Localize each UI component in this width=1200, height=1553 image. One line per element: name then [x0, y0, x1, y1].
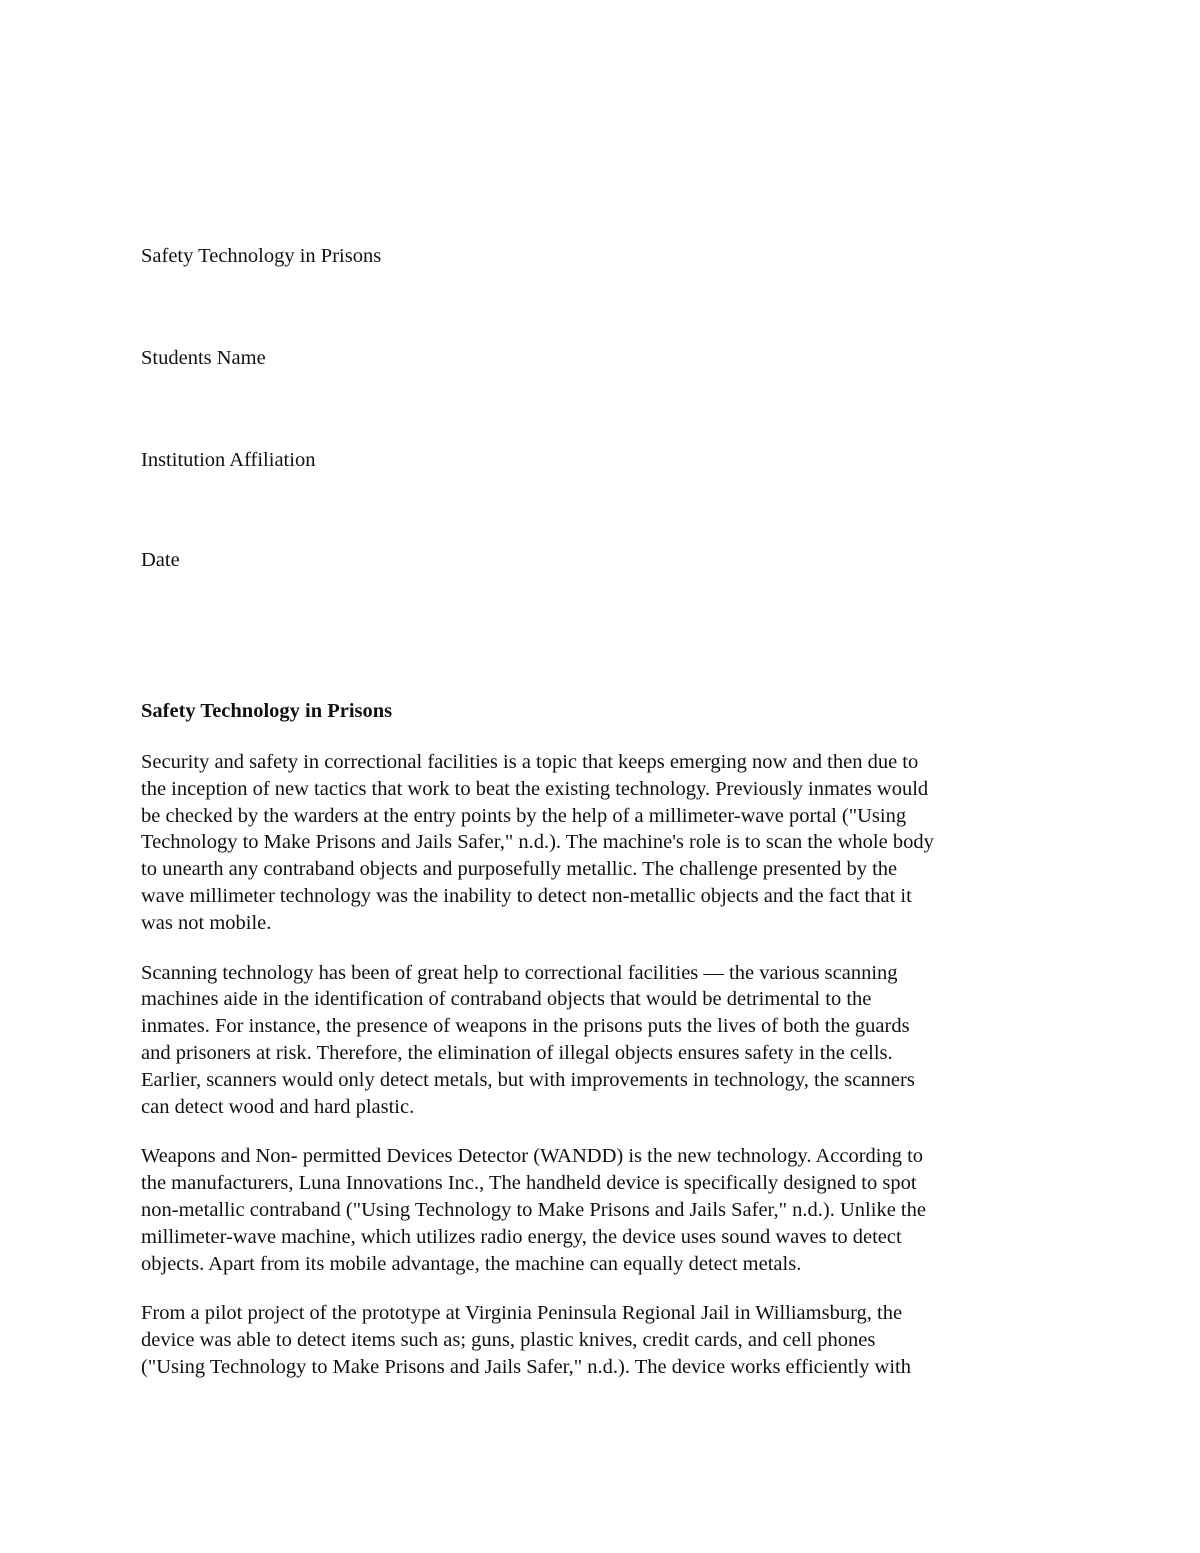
paragraph-line: millimeter-wave machine, which utilizes radio energy, the device uses sound waves to detect: [141, 1225, 902, 1248]
title-page-date: Date: [141, 549, 180, 571]
paragraph-line: Security and safety in correctional facilities is a topic that keeps emerging now and then due to: [141, 751, 919, 773]
paragraph-line: Weapons and Non- permitted Devices Detector (WANDD) is the new technology. According to: [141, 1145, 924, 1168]
title-page-title: Safety Technology in Prisons: [141, 245, 382, 267]
paragraph-line: the inception of new tactics that work to beat the existing technology. Previously inmates would: [141, 777, 929, 800]
paragraph-line: wave millimeter technology was the inability to detect non-metallic objects and the fact that it: [141, 884, 912, 907]
paragraph-line: Technology to Make Prisons and Jails Safer," n.d.). The machine's role is to scan the whole body: [141, 831, 934, 854]
paragraph-line: Scanning technology has been of great help to correctional facilities — the various scanning: [141, 961, 898, 984]
paragraph-line: be checked by the warders at the entry points by the help of a millimeter-wave portal ("Using: [141, 804, 907, 827]
paragraph-line: and prisoners at risk. Therefore, the elimination of illegal objects ensures safety in the cells.: [141, 1041, 893, 1064]
paragraph-line: inmates. For instance, the presence of weapons in the prisons puts the lives of both the guards: [141, 1015, 910, 1038]
paragraph: [141, 1143, 1061, 1277]
paragraph-line: ("Using Technology to Make Prisons and Jails Safer," n.d.). The device works efficiently with: [141, 1355, 911, 1378]
paragraph-line: can detect wood and hard plastic.: [141, 1095, 415, 1118]
paragraph-line: was not mobile.: [141, 911, 272, 934]
paragraph: [141, 1300, 1061, 1380]
title-page-institution: Institution Affiliation: [141, 449, 316, 471]
paragraph-line: Earlier, scanners would only detect metals, but with improvements in technology, the scanners: [141, 1068, 915, 1091]
essay-heading: Safety Technology in Prisons: [141, 700, 393, 722]
paragraph-line: non-metallic contraband ("Using Technology to Make Prisons and Jails Safer," n.d.). Unlike the: [141, 1198, 926, 1221]
title-page-student-name: Students Name: [141, 347, 266, 369]
paragraph: [141, 960, 1061, 1121]
essay-body: [141, 698, 1061, 1381]
paragraph: [141, 749, 1061, 937]
paragraph-line: device was able to detect items such as; guns, plastic knives, credit cards, and cell phones: [141, 1329, 876, 1352]
paragraph-line: From a pilot project of the prototype at Virginia Peninsula Regional Jail in Williamsburg, the: [141, 1302, 903, 1325]
paragraph-line: machines aide in the identification of contraband objects that would be detrimental to the: [141, 988, 872, 1011]
paragraph-line: to unearth any contraband objects and purposefully metallic. The challenge presented by the: [141, 858, 898, 881]
paragraph-line: the manufacturers, Luna Innovations Inc., The handheld device is specifically designed to spot: [141, 1172, 917, 1195]
paragraph-line: objects. Apart from its mobile advantage, the machine can equally detect metals.: [141, 1252, 802, 1275]
